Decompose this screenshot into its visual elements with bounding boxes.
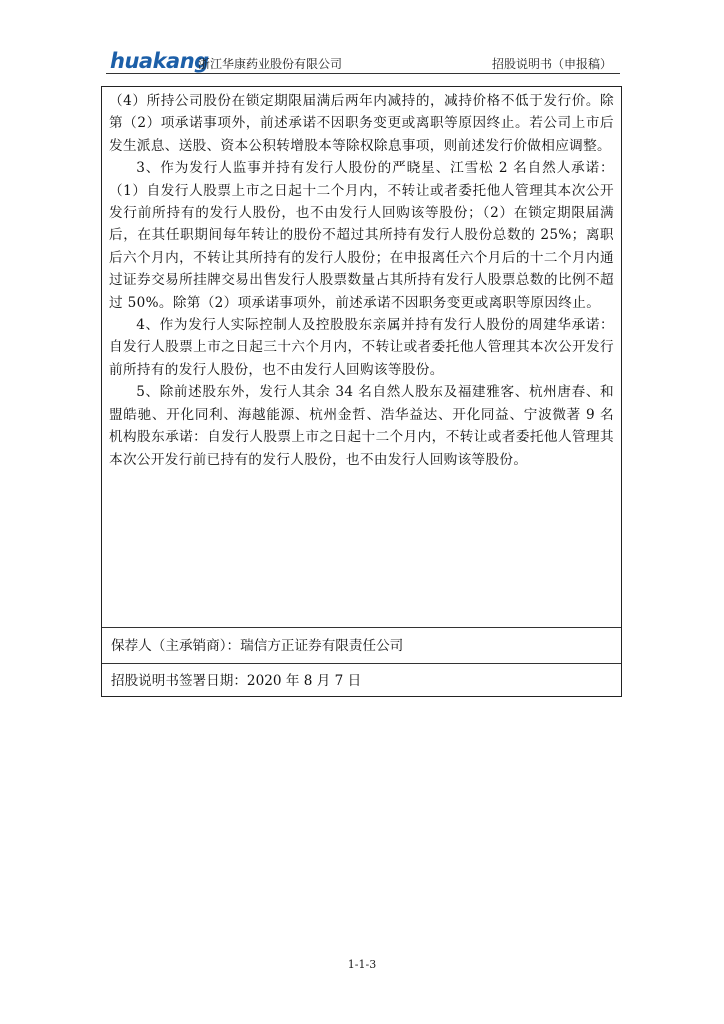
sponsor-row: 保荐人（主承销商）：瑞信方正证券有限责任公司 [102,627,621,663]
paragraph-supervisors-commitment: 3、作为发行人监事并持有发行人股份的严晓星、江雪松 2 名自然人承诺：（1）自发行人股票上市之日起十二个月内，不转让或者委托他人管理其本次公开发行前所持有的发行人股份，也不由发行人回购该等股份；（2）在锁定期限届满后，在其任职期间每年转让的股份不超过其所持有发行人股份总数的 25%；离职后六个月内，不转让其所持有的发行人股份；在申报离任六个月后的十二个月内通过证券交易所挂牌交易出售发行人股票数量占其所持有发行人股票总数的比例不超过 50%。除第（2）项承诺事项外，前述承诺不因职务变更或离职等原因终止。 [109,160,614,311]
page-number: 1-1-3 [347,958,377,971]
document-type: 招股说明书（申报稿） [491,57,612,71]
company-logo: huakang [110,49,209,73]
signing-date-row: 招股说明书签署日期：2020 年 8 月 7 日 [102,663,621,696]
header-divider [106,73,620,74]
content-table [101,86,622,697]
paragraph-relative-commitment: 4、作为发行人实际控制人及控股股东亲属并持有发行人股份的周建华承诺：自发行人股票上市之日起三十六个月内，不转让或者委托他人管理其本次公开发行前所持有的发行人股份，也不由发行人回购该等股份。 [109,317,614,378]
commitment-text [109,90,614,471]
page-header [106,48,620,74]
paragraph-lockup-reduction: （4）所持公司股份在锁定期限届满后两年内减持的，减持价格不低于发行价。除第（2）项承诺事项外，前述承诺不因职务变更或离职等原因终止。若公司上市后发生派息、送股、资本公积转增股本等除权除息事项，则前述发行价做相应调整。 [109,93,614,154]
company-name: 浙江华康药业股份有限公司 [198,57,343,71]
paragraph-other-shareholders-commitment: 5、除前述股东外，发行人其余 34 名自然人股东及福建雅客、杭州唐春、和盟皓驰、开化同利、海越能源、杭州金哲、浩华益达、开化同益、宁波微著 9 名机构股东承诺：自发行人股票上市之日起十二个月内，不转让或者委托他人管理其本次公开发行前已持有的发行人股份，也不由发行人回购该等股份。 [109,384,614,468]
